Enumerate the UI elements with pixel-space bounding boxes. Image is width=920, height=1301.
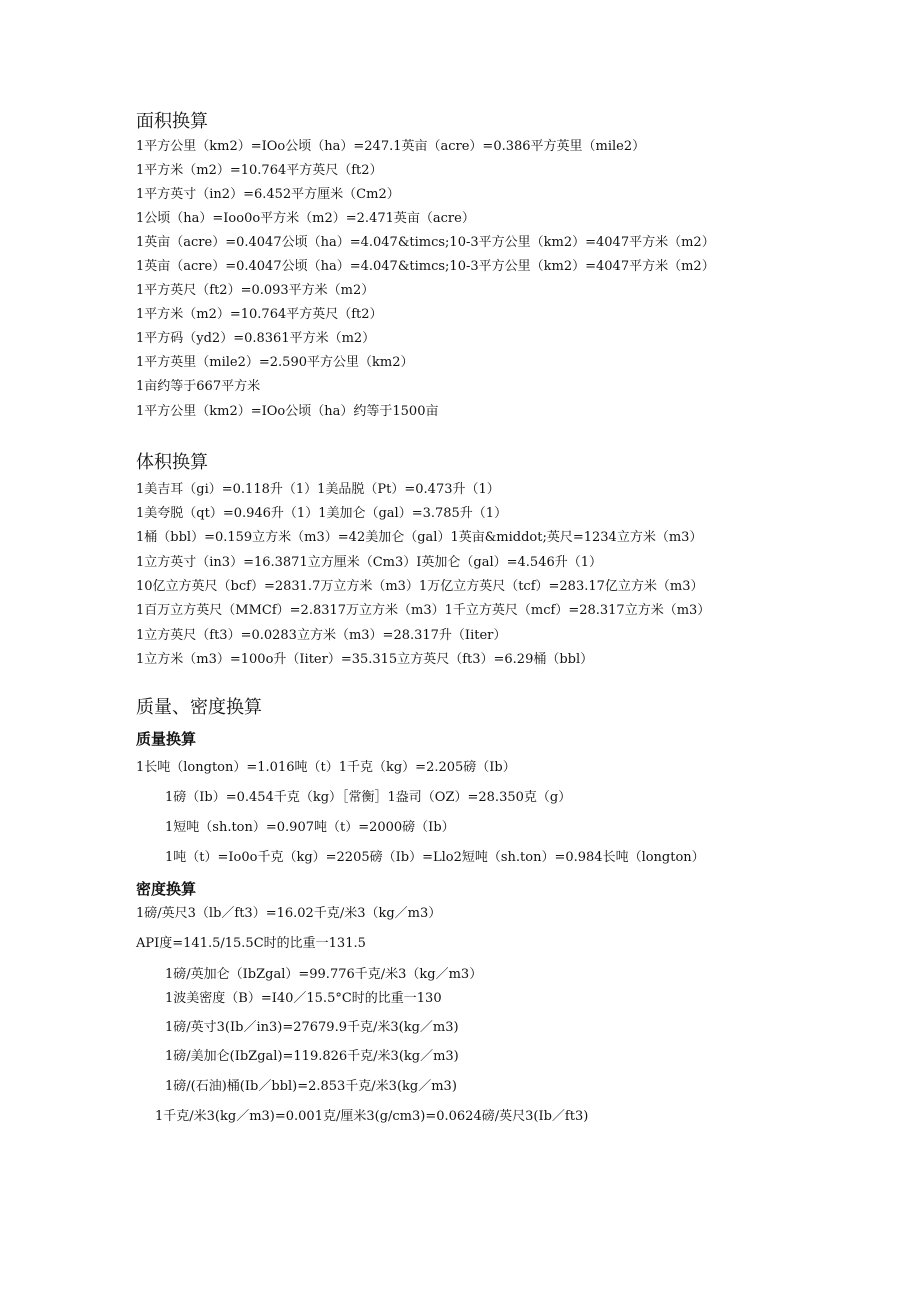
volume-line: 1立方米（m3）=100o升（Iiter）=35.315立方英尺（ft3）=6.29桶（bbl） [136, 652, 594, 667]
area-line: 1平方英里（mile2）=2.590平方公里（km2） [136, 355, 414, 370]
mass-line: 1吨（t）=Io0o千克（kg）=2205磅（Ib）=Llo2短吨（sh.ton）=0.984长吨（longton） [165, 850, 705, 865]
mass-line: 1长吨（longton）=1.016吨（t）1千克（kg）=2.205磅（Ib） [136, 760, 516, 775]
volume-line: 1百万立方英尺（MMCf）=2.8317万立方米（m3）1千立方英尺（mcf）=28.317立方米（m3） [136, 603, 711, 618]
mass-density-section-title: 质量、密度换算 [136, 697, 262, 718]
area-line: 1英亩（acre）=0.4047公顷（ha）=4.047&timcs;10-3平方公里（km2）=4047平方米（m2） [136, 259, 715, 274]
area-line: 1平方英尺（ft2）=0.093平方米（m2） [136, 283, 375, 298]
area-line: 1公顷（ha）=Ioo0o平方米（m2）=2.471英亩（acre） [136, 211, 475, 226]
density-subsection-title: 密度换算 [136, 880, 197, 898]
area-line: 1亩约等于667平方米 [136, 379, 261, 394]
density-line: 1波美密度（B）=I40／15.5°C时的比重一130 [165, 991, 442, 1006]
volume-line: 1美夸脱（qt）=0.946升（1）1美加仑（gal）=3.785升（1） [136, 506, 508, 521]
mass-line: 1短吨（sh.ton）=0.907吨（t）=2000磅（Ib） [165, 820, 455, 835]
density-line: 1磅/美加仑(IbZgal)=119.826千克/米3(kg／m3) [165, 1049, 459, 1064]
area-line: 1英亩（acre）=0.4047公顷（ha）=4.047&timcs;10-3平方公里（km2）=4047平方米（m2） [136, 235, 715, 250]
area-line: 1平方码（yd2）=0.8361平方米（m2） [136, 331, 376, 346]
volume-line: 1立方英尺（ft3）=0.0283立方米（m3）=28.317升（Iiter） [136, 628, 507, 643]
volume-line: 1桶（bbl）=0.159立方米（m3）=42美加仑（gal）1英亩&middot;英尺=1234立方米（m3） [136, 530, 703, 545]
volume-line: 1美吉耳（gi）=0.118升（1）1美品脱（Pt）=0.473升（1） [136, 482, 500, 497]
mass-subsection-title: 质量换算 [136, 730, 197, 748]
volume-line: 10亿立方英尺（bcf）=2831.7万立方米（m3）1万亿立方英尺（tcf）=283.17亿立方米（m3） [136, 579, 704, 594]
area-line: 1平方米（m2）=10.764平方英尺（ft2） [136, 307, 383, 322]
density-line: 1千克/米3(kg／m3)=0.001克/厘米3(g/cm3)=0.0624磅/英尺3(Ib／ft3) [155, 1109, 589, 1124]
volume-line: 1立方英寸（in3）=16.3871立方厘米（Cm3）I英加仑（gal）=4.546升（1） [136, 555, 603, 570]
density-line: 1磅/英寸3(Ib／in3)=27679.9千克/米3(kg／m3) [165, 1020, 459, 1035]
area-section-title: 面积换算 [136, 111, 208, 132]
area-line: 1平方英寸（in2）=6.452平方厘米（Cm2） [136, 187, 400, 202]
density-line: 1磅/英加仑（IbZgal）=99.776千克/米3（kg／m3） [165, 967, 483, 982]
density-line: 1磅/(石油)桶(Ib／bbl)=2.853千克/米3(kg／m3) [165, 1079, 457, 1094]
volume-section-title: 体积换算 [136, 452, 208, 473]
mass-line: 1磅（Ib）=0.454千克（kg）［常衡］1盎司（OZ）=28.350克（g） [165, 790, 572, 805]
area-line: 1平方公里（km2）=IOo公顷（ha）=247.1英亩（acre）=0.386平方英里（mile2） [136, 139, 646, 154]
area-line: 1平方公里（km2）=IOo公顷（ha）约等于1500亩 [136, 404, 439, 419]
density-line: API度=141.5/15.5C时的比重一131.5 [136, 936, 366, 951]
area-line: 1平方米（m2）=10.764平方英尺（ft2） [136, 163, 383, 178]
density-line: 1磅/英尺3（lb／ft3）=16.02千克/米3（kg／m3） [136, 906, 442, 921]
